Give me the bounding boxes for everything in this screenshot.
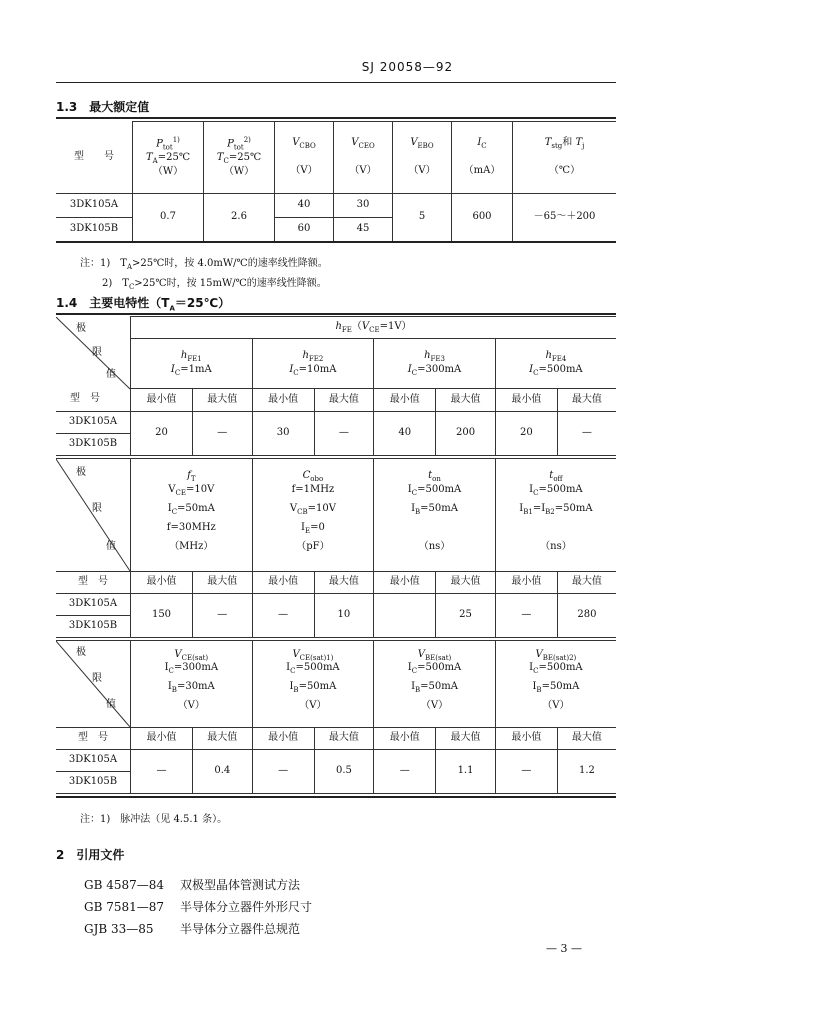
model-head: 型 号 [56,122,133,194]
sw-min-head: 最小值 [252,572,314,594]
sw-value: 25 [436,594,496,638]
vebo-head: $V_{EBO}$ （V） [393,122,452,194]
hfe-max-head: 最大值 [314,389,374,411]
sat-cond-3: $V_{BE(sat)}$ $I_C=500mA$ $I_B=50mA$ （V） [374,641,496,728]
hfe-cond-4: $h_{FE4}$ $I_C=500mA$ [495,339,616,389]
ptot-ta-value: 0.7 [133,194,204,242]
sw-min-head: 最小值 [374,572,436,594]
sat-model-head: 型 号 [56,728,131,750]
sat-value: 1.2 [557,750,616,794]
sw-value: 280 [557,594,616,638]
sat-cond-4: $V_{BE(sat)2)}$ $I_C=500mA$ $I_B=50mA$ （V） [495,641,616,728]
sw-value: 10 [314,594,374,638]
saturation-table [56,640,616,794]
ic-value: 600 [452,194,513,242]
sat-model-a: 3DK105A [56,750,131,772]
table14-top-rule [56,313,616,315]
sw-value: — [495,594,557,638]
section-2-title: 2 引用文件 [56,848,125,862]
vcbo-a: 40 [275,194,334,218]
reference-title: 半导体分立器件外形尺寸 [180,900,313,914]
sw-value: — [252,594,314,638]
note-1: 注：1) $T_A>25℃$时，按 4.0mW/℃的速率线性降额。 [80,258,328,271]
reference-code: GB 4587—84 [84,878,165,892]
sw-cond-1: $f_T$ $V_{CE}=10V$ $I_C=50mA$ f=30MHz （MHz） [131,459,253,572]
sw-max-head: 最大值 [557,572,616,594]
hfe-max-head: 最大值 [436,389,496,411]
temp-value: －65～＋200 [513,194,617,242]
ic-head: $I_C$ （mA） [452,122,513,194]
ptot-ta-head: $P_{tot}^{1)}$ $T_A=25℃$ （W） [133,122,204,194]
sat-min-head: 最小值 [252,728,314,750]
vcbo-b: 60 [275,218,334,242]
sat-model-b: 3DK105B [56,772,131,794]
vcbo-head: $V_{CBO}$ （V） [275,122,334,194]
max-ratings-table [56,121,616,242]
ptot-tc-head: $P_{tot}^{2)}$ $T_C=25℃$ （W） [204,122,275,194]
ptot-tc-value: 2.6 [204,194,275,242]
hfe-min-head: 最小值 [374,389,436,411]
hfe-model-b: 3DK105B [56,433,131,455]
hfe-max-head: 最大值 [193,389,253,411]
sw-cond-4: $t_{off}$ $I_C=500mA$ $I_{B1}=I_{B2}=50mA$ （ns） [495,459,616,572]
hfe-table [56,316,616,456]
table13-bottom-rule [56,241,616,243]
reference-item [84,920,312,942]
sat-min-head: 最小值 [374,728,436,750]
hfe-top-head: $h_{FE}(V_{CE}=1V)$ [131,317,617,339]
diag-cell-3: 极 限 值 [56,641,131,728]
sw-value [374,594,436,638]
sat-min-head: 最小值 [131,728,193,750]
sat-value: 1.1 [436,750,496,794]
sat-value: 0.4 [193,750,253,794]
reference-code: GJB 33—85 [84,922,154,936]
reference-title: 双极型晶体管测试方法 [180,878,301,892]
hfe-model-a: 3DK105A [56,411,131,433]
table13-top-rule [56,117,616,119]
diag-cell-2: 极 限 值 [56,459,131,572]
reference-item [84,898,312,920]
hfe-value: — [314,411,374,455]
sw-min-head: 最小值 [495,572,557,594]
sat-value: — [495,750,557,794]
sw-model-head: 型 号 [56,572,131,594]
hfe-value: 200 [436,411,496,455]
reference-title: 半导体分立器件总规范 [180,922,301,936]
hfe-value: 30 [252,411,314,455]
sat-cond-1: $V_{CE(sat)}$ $I_C=300mA$ $I_B=30mA$ （V） [131,641,253,728]
hfe-cond-2: $h_{FE2}$ $I_C=10mA$ [252,339,374,389]
hfe-cond-1: $h_{FE1}$ $I_C=1mA$ [131,339,253,389]
sat-value: — [131,750,193,794]
sw-model-b: 3DK105B [56,616,131,638]
header-rule [56,82,616,83]
hfe-max-head: 最大值 [557,389,616,411]
vceo-head: $V_{CEO}$ （V） [334,122,393,194]
model-3dk105a: 3DK105A [56,194,133,218]
sw-cond-3: $t_{on}$ $I_C=500mA$ $I_B=50mA$ （ns） [374,459,496,572]
sat-value: 0.5 [314,750,374,794]
sw-model-a: 3DK105A [56,594,131,616]
sw-max-head: 最大值 [314,572,374,594]
vebo-value: 5 [393,194,452,242]
sat-max-head: 最大值 [314,728,374,750]
switching-table [56,458,616,638]
sw-value: — [193,594,253,638]
sw-max-head: 最大值 [436,572,496,594]
hfe-cond-3: $h_{FE3}$ $I_C=300mA$ [374,339,496,389]
vceo-b: 45 [334,218,393,242]
hfe-value: 40 [374,411,436,455]
section-1-4-title: 1.4 主要电特性$(T_A=25℃)$ [56,296,231,313]
hfe-min-head: 最小值 [131,389,193,411]
model-3dk105b: 3DK105B [56,218,133,242]
reference-code: GB 7581—87 [84,900,165,914]
sw-min-head: 最小值 [131,572,193,594]
sw-max-head: 最大值 [193,572,253,594]
sw-cond-2: $C_{obo}$ f=1MHz $V_{CB}=10V$ $I_E=0$ （pF） [252,459,374,572]
note-2: 2) $T_C>25℃$时，按 15mW/℃的速率线性降额。 [102,278,327,291]
temp-head: $T_{stg}$和 $T_j$ （℃） [513,122,617,194]
hfe-value: 20 [131,411,193,455]
sat-max-head: 最大值 [193,728,253,750]
page-number: — 3 — [546,942,582,955]
section-1-3-title: 1.3 最大额定值 [56,100,150,114]
sat-value: — [252,750,314,794]
sat-value: — [374,750,436,794]
hfe-value: 20 [495,411,557,455]
sat-min-head: 最小值 [495,728,557,750]
sat-max-head: 最大值 [436,728,496,750]
reference-list [84,876,312,942]
pulse-note: 注：1) 脉冲法（见 4.5.1 条）。 [80,814,228,825]
hfe-min-head: 最小值 [495,389,557,411]
hfe-value: — [193,411,253,455]
sat-max-head: 最大值 [557,728,616,750]
sw-value: 150 [131,594,193,638]
hfe-min-head: 最小值 [252,389,314,411]
table14-bottom-rule [56,796,616,798]
sat-cond-2: $V_{CE(sat)1)}$ $I_C=500mA$ $I_B=50mA$ （V） [252,641,374,728]
vceo-a: 30 [334,194,393,218]
hfe-value: — [557,411,616,455]
document-header: SJ 20058—92 [361,60,454,74]
diag-cell-1: 极 限 值 型 号 [56,317,131,412]
reference-item [84,876,312,898]
